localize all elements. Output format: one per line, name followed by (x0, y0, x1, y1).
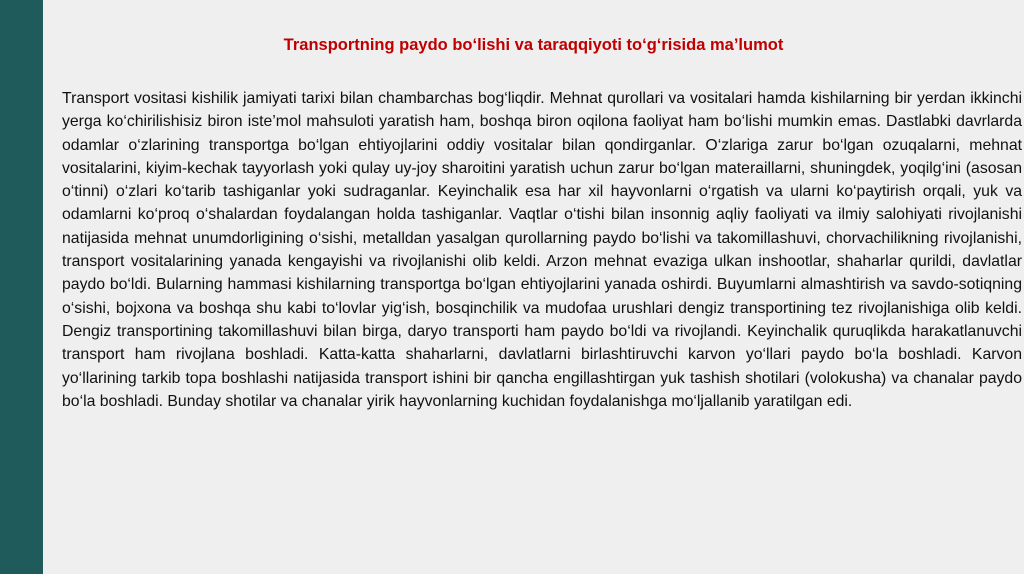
slide-body-text: Transport vositasi kishilik jamiyati tarixi bilan chambarchas bog‘liqdir. Mehnat qurollari va vositalari hamda kishilarning bir yerdan ikkinchi yerga ko‘chirilishisiz biron iste’mol mahsuloti yaratish ham, boshqa biron oqilona faoliyat ham bo‘lishi mumkin emas. Dastlabki davrlarda odamlar o‘zlarining transportga bo‘lgan ehtiyojlarini oddiy vositalar bilan qondirganlar. O‘zlariga zarur bo‘lgan ozuqalarni, mehnat vositalarini, kiyim-kechak tayyorlash yoki qulay uy-joy sharoitini yaratish uchun zarur bo‘lgan materaillarni, shuningdek, yoqilg‘ini (asosan o‘tinni) o‘zlari ko‘tarib tashiganlar yoki sudraganlar. Keyinchalik esa har xil hayvonlarni o‘rgatish va ularni ko‘paytirish orqali, yuk va odamlarni ko‘proq o‘shalardan foydalangan holda tashiganlar. Vaqtlar o‘tishi bilan insonnig aqliy faoliyati va ilmiy salohiyati rivojlanishi natijasida mehnat unumdorligining o‘sishi, metalldan yasalgan qurollarning paydo bo‘lishi va takomillashuvi, chorvachilikning rivojlanishi, transport vositalarining yanada kengayishi va rivojlanishi olib keldi. Arzon mehnat evaziga ulkan inshootlar, shaharlar qurildi, davlatlar paydo bo‘ldi. Bularning hammasi kishilarning transportga bo‘lgan ehtiyojlarini yanada oshirdi. Buyumlarni almashtirish va savdo-sotiqning o‘sishi, bojxona va boshqa shu kabi to‘lovlar yig‘ish, bosqinchilik va mudofaa urushlari dengiz transportining tez rivojlanishiga olib keldi. Dengiz transportining takomillashuvi bilan birga, daryo transporti ham paydo bo‘ldi va rivojlandi. Keyinchalik quruqlikda harakatlanuvchi transport ham rivojlana boshladi. Katta-katta shaharlarni, davlatlarni birlashtiruvchi karvon yo‘llari paydo bo‘la boshladi. Karvon yo‘llarining tarkib topa boshlashi natijasida transport ishini bir qancha engillashtirgan yuk tashish shotilari (volokusha) va chanalar paydo bo‘la boshladi. Bunday shotilar va chanalar yirik hayvonlarning kuchidan foydalanishga mo‘ljallanib yaratilgan edi. (62, 90, 1022, 410)
side-accent-bar (0, 0, 43, 574)
slide-title: Transportning paydo bo‘lishi va taraqqiyoti to‘g‘risida ma’lumot (283, 36, 784, 54)
slide-content (43, 0, 1024, 574)
